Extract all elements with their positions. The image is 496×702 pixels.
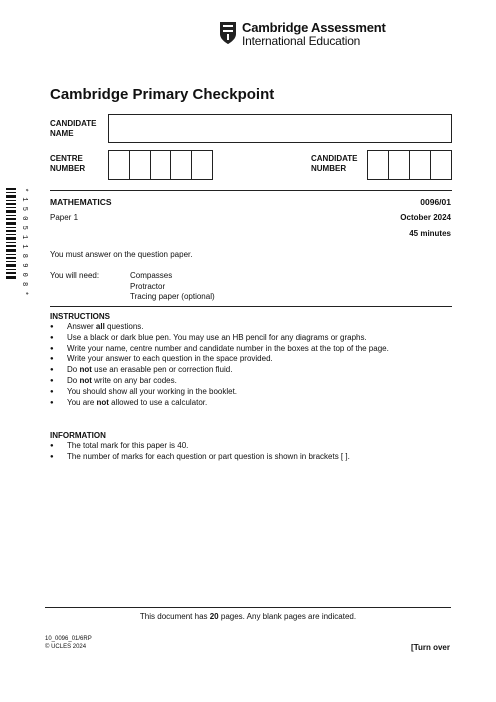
- syllabus-code: 0096/01: [420, 197, 451, 207]
- information-list: [50, 441, 350, 463]
- instruction-item: ● Write your answer to each question in the space provided.: [50, 354, 389, 365]
- centre-number-label: CENTRE NUMBER: [50, 154, 86, 173]
- divider-middle: [50, 306, 452, 307]
- candidate-number-cell[interactable]: [431, 151, 451, 179]
- centre-number-boxes[interactable]: [108, 150, 213, 180]
- equipment-item: Tracing paper (optional): [130, 292, 215, 301]
- divider-top: [50, 190, 452, 191]
- turn-over-label: [Turn over: [411, 643, 450, 652]
- barcode-icon: [6, 188, 16, 280]
- candidate-number-cell[interactable]: [389, 151, 410, 179]
- reference-code: 10_0096_01/6RP: [45, 636, 92, 642]
- exam-duration: 45 minutes: [409, 229, 451, 238]
- instruction-item: ● You are not allowed to use a calculator.: [50, 398, 389, 409]
- paper-number: Paper 1: [50, 213, 79, 222]
- instruction-item: ● Do not write on any bar codes.: [50, 376, 389, 387]
- information-item: ● The number of marks for each question or part question is shown in brackets [ ].: [50, 452, 350, 463]
- you-will-need-label: You will need:: [50, 271, 100, 280]
- page-count-note: This document has 20 pages. Any blank pages are indicated.: [139, 612, 357, 621]
- instructions-list: [50, 322, 389, 408]
- equipment-item: Compasses: [130, 271, 173, 280]
- instruction-item: ● Write your name, centre number and candidate number in the boxes at the top of the page.: [50, 344, 389, 355]
- instructions-heading: INSTRUCTIONS: [50, 312, 110, 321]
- centre-number-cell[interactable]: [130, 151, 151, 179]
- logo-line1: Cambridge Assessment: [242, 20, 386, 35]
- information-item: ● The total mark for this paper is 40.: [50, 441, 350, 452]
- information-heading: INFORMATION: [50, 431, 106, 440]
- instruction-item: ● Use a black or dark blue pen. You may use an HB pencil for any diagrams or graphs.: [50, 333, 389, 344]
- candidate-number-label: CANDIDATE NUMBER: [311, 154, 358, 173]
- candidate-number-cell[interactable]: [410, 151, 431, 179]
- instruction-item: ● Answer all questions.: [50, 322, 389, 333]
- instruction-item: ● You should show all your working in the booklet.: [50, 387, 389, 398]
- logo-line2: International Education: [242, 34, 361, 48]
- centre-number-cell[interactable]: [192, 151, 212, 179]
- barcode-number: * 1 5 0 5 1 1 8 9 0 8 *: [20, 188, 28, 297]
- equipment-list: [130, 271, 215, 303]
- cambridge-shield-icon: [219, 21, 237, 45]
- candidate-name-box[interactable]: [108, 114, 452, 143]
- equipment-item: Protractor: [130, 281, 166, 291]
- divider-footer: [45, 607, 451, 608]
- centre-number-cell[interactable]: [109, 151, 130, 179]
- candidate-number-boxes[interactable]: [367, 150, 452, 180]
- page-title: Cambridge Primary Checkpoint: [50, 86, 275, 103]
- answer-note: You must answer on the question paper.: [50, 250, 193, 259]
- subject-title: MATHEMATICS: [50, 197, 112, 207]
- candidate-number-cell[interactable]: [368, 151, 389, 179]
- exam-session: October 2024: [400, 213, 451, 222]
- centre-number-cell[interactable]: [151, 151, 172, 179]
- copyright: © UCLES 2024: [45, 644, 87, 650]
- candidate-name-label: CANDIDATE NAME: [50, 119, 97, 138]
- centre-number-cell[interactable]: [171, 151, 192, 179]
- instruction-item: ● Do not use an erasable pen or correction fluid.: [50, 365, 389, 376]
